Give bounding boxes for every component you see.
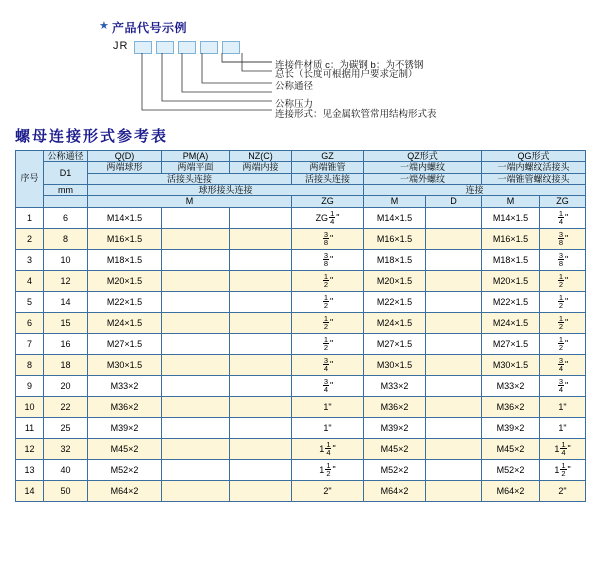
cell-gz: 1 $\frac{1}{2}$ " <box>292 459 364 480</box>
cell-dn: 10 <box>44 249 88 270</box>
cell-qg-zg: 1" <box>540 396 586 417</box>
header-col-qz-code: QZ形式 <box>364 151 482 162</box>
table-row <box>16 417 586 438</box>
header-col-q-type: 两端球形 <box>88 162 162 173</box>
cell-nz <box>230 438 292 459</box>
cell-q: M52×2 <box>88 459 162 480</box>
header-col-q-code: Q(D) <box>88 151 162 162</box>
cell-qg-m: M20×1.5 <box>482 270 540 291</box>
cell-pm <box>162 375 230 396</box>
cell-nz <box>230 312 292 333</box>
cell-qz-m: M45×2 <box>364 438 426 459</box>
cell-gz: 2" <box>292 480 364 501</box>
table-row <box>16 312 586 333</box>
legend-item-length: 总长（长度可根据用户要求定制） <box>275 69 418 80</box>
cell-q: M20×1.5 <box>88 270 162 291</box>
cell-qz-d <box>426 291 482 312</box>
cell-seq: 7 <box>16 333 44 354</box>
cell-pm <box>162 333 230 354</box>
cell-qg-m: M22×1.5 <box>482 291 540 312</box>
header-join-ball: 球形接头连接 <box>88 185 364 196</box>
nut-connection-table <box>15 150 586 502</box>
cell-qz-d <box>426 438 482 459</box>
table-row <box>16 270 586 291</box>
header-col-gz-type: 两端锥管 <box>292 162 364 173</box>
cell-qz-m: M39×2 <box>364 417 426 438</box>
table-row <box>16 480 586 501</box>
cell-gz: $\frac{3}{4}$ " <box>292 375 364 396</box>
cell-qg-m: M16×1.5 <box>482 228 540 249</box>
table-row <box>16 375 586 396</box>
cell-pm <box>162 354 230 375</box>
legend-title: 产品代号示例 <box>112 21 188 35</box>
cell-dn: 20 <box>44 375 88 396</box>
cell-qz-d <box>426 375 482 396</box>
cell-qg-zg: 1 $\frac{1}{2}$ " <box>540 459 586 480</box>
cell-qg-zg: $\frac{3}{8}$ " <box>540 249 586 270</box>
cell-qz-d <box>426 312 482 333</box>
cell-gz: $\frac{3}{8}$ " <box>292 228 364 249</box>
cell-gz: $\frac{1}{2}$ " <box>292 312 364 333</box>
cell-seq: 8 <box>16 354 44 375</box>
cell-q: M14×1.5 <box>88 207 162 228</box>
cell-q: M22×1.5 <box>88 291 162 312</box>
cell-qz-d <box>426 207 482 228</box>
cell-dn: 40 <box>44 459 88 480</box>
cell-dn: 14 <box>44 291 88 312</box>
cell-nz <box>230 291 292 312</box>
cell-pm <box>162 396 230 417</box>
cell-pm <box>162 291 230 312</box>
header-join-activejoint: 活接头连接 <box>88 173 292 184</box>
cell-gz: $\frac{1}{2}$ " <box>292 291 364 312</box>
cell-dn: 25 <box>44 417 88 438</box>
cell-nz <box>230 333 292 354</box>
header-col-qg-code: QG形式 <box>482 151 586 162</box>
cell-dn: 32 <box>44 438 88 459</box>
header-col-pm-code: PM(A) <box>162 151 230 162</box>
cell-pm <box>162 207 230 228</box>
cell-q: M24×1.5 <box>88 312 162 333</box>
legend-prefix: JR <box>113 40 129 52</box>
cell-qg-m: M39×2 <box>482 417 540 438</box>
legend-item-material: 连接件材质 c：为碳钢 b：为不锈钢 <box>275 60 424 71</box>
cell-qz-m: M18×1.5 <box>364 249 426 270</box>
cell-qz-m: M30×1.5 <box>364 354 426 375</box>
cell-qg-zg: $\frac{3}{4}$ " <box>540 375 586 396</box>
cell-qg-m: M52×2 <box>482 459 540 480</box>
header-dn-title: 公称通径 <box>44 151 88 162</box>
header-unit-qg-zg: ZG <box>540 196 586 207</box>
legend-item-connection-form: 连接形式：见金属软管常用结构形式表 <box>275 109 437 120</box>
cell-pm <box>162 417 230 438</box>
legend-item-nominal-pressure: 公称压力 <box>275 99 314 110</box>
product-code-legend <box>0 0 600 122</box>
cell-q: M39×2 <box>88 417 162 438</box>
cell-dn: 18 <box>44 354 88 375</box>
cell-qg-m: M27×1.5 <box>482 333 540 354</box>
table-row <box>16 291 586 312</box>
cell-dn: 6 <box>44 207 88 228</box>
cell-dn: 22 <box>44 396 88 417</box>
cell-pm <box>162 459 230 480</box>
cell-gz: 1" <box>292 417 364 438</box>
table-body <box>16 207 586 501</box>
cell-nz <box>230 270 292 291</box>
cell-qz-d <box>426 270 482 291</box>
cell-qg-m: M30×1.5 <box>482 354 540 375</box>
cell-seq: 6 <box>16 312 44 333</box>
cell-qg-m: M14×1.5 <box>482 207 540 228</box>
cell-qg-m: M18×1.5 <box>482 249 540 270</box>
cell-pm <box>162 480 230 501</box>
cell-q: M27×1.5 <box>88 333 162 354</box>
cell-pm <box>162 228 230 249</box>
cell-dn: 50 <box>44 480 88 501</box>
header-col-pm-type: 两端平面 <box>162 162 230 173</box>
cell-qz-d <box>426 417 482 438</box>
cell-gz: 1" <box>292 396 364 417</box>
cell-q: M45×2 <box>88 438 162 459</box>
cell-qg-zg: $\frac{1}{2}$ " <box>540 333 586 354</box>
header-unit-blank <box>44 196 88 207</box>
cell-dn: 15 <box>44 312 88 333</box>
header-col-qz-type: 一端内螺纹 <box>364 162 482 173</box>
cell-nz <box>230 228 292 249</box>
cell-seq: 12 <box>16 438 44 459</box>
cell-qg-zg: $\frac{3}{8}$ " <box>540 228 586 249</box>
cell-seq: 11 <box>16 417 44 438</box>
header-col-nz-type: 两端内接 <box>230 162 292 173</box>
cell-nz <box>230 480 292 501</box>
cell-seq: 10 <box>16 396 44 417</box>
header-unit-zg: ZG <box>292 196 364 207</box>
header-col-nz-code: NZ(C) <box>230 151 292 162</box>
cell-nz <box>230 375 292 396</box>
table-row <box>16 249 586 270</box>
cell-qz-m: M22×1.5 <box>364 291 426 312</box>
header-col-qg-type: 一端内螺纹活接头 <box>482 162 586 173</box>
cell-pm <box>162 438 230 459</box>
cell-qg-zg: $\frac{1}{2}$ " <box>540 291 586 312</box>
table-row <box>16 396 586 417</box>
header-seq: 序号 <box>16 151 44 208</box>
header-unit-qz-m: M <box>364 196 426 207</box>
cell-q: M18×1.5 <box>88 249 162 270</box>
cell-qz-m: M64×2 <box>364 480 426 501</box>
cell-gz: ZG $\frac{1}{4}$ " <box>292 207 364 228</box>
table-row <box>16 459 586 480</box>
header-col-qz-type2: 一端外螺纹 <box>364 173 482 184</box>
cell-dn: 8 <box>44 228 88 249</box>
cell-qz-m: M52×2 <box>364 459 426 480</box>
cell-qz-m: M24×1.5 <box>364 312 426 333</box>
cell-qz-d <box>426 354 482 375</box>
cell-q: M33×2 <box>88 375 162 396</box>
cell-gz: $\frac{3}{4}$ " <box>292 354 364 375</box>
cell-qg-zg: 2" <box>540 480 586 501</box>
cell-nz <box>230 354 292 375</box>
cell-qg-zg: 1" <box>540 417 586 438</box>
cell-qz-m: M14×1.5 <box>364 207 426 228</box>
cell-q: M36×2 <box>88 396 162 417</box>
cell-qz-d <box>426 459 482 480</box>
cell-seq: 3 <box>16 249 44 270</box>
cell-dn: 16 <box>44 333 88 354</box>
cell-qg-zg: $\frac{1}{2}$ " <box>540 312 586 333</box>
cell-qg-zg: $\frac{1}{2}$ " <box>540 270 586 291</box>
cell-qg-m: M24×1.5 <box>482 312 540 333</box>
cell-seq: 14 <box>16 480 44 501</box>
cell-gz: 1 $\frac{1}{4}$ " <box>292 438 364 459</box>
header-join-gz: 活接头连接 <box>292 173 364 184</box>
cell-qg-zg: $\frac{3}{4}$ " <box>540 354 586 375</box>
table-row <box>16 207 586 228</box>
cell-dn: 12 <box>44 270 88 291</box>
cell-nz <box>230 459 292 480</box>
cell-qz-d <box>426 249 482 270</box>
header-unit-qg-m: M <box>482 196 540 207</box>
cell-qz-d <box>426 333 482 354</box>
table-row <box>16 228 586 249</box>
header-unit-m: M <box>88 196 292 207</box>
header-col-qg-type2: 一端锥管螺纹接头 <box>482 173 586 184</box>
cell-qz-d <box>426 480 482 501</box>
cell-gz: $\frac{1}{2}$ " <box>292 333 364 354</box>
cell-qz-m: M36×2 <box>364 396 426 417</box>
cell-seq: 1 <box>16 207 44 228</box>
cell-seq: 13 <box>16 459 44 480</box>
table-row <box>16 438 586 459</box>
cell-seq: 4 <box>16 270 44 291</box>
cell-pm <box>162 249 230 270</box>
cell-qg-m: M33×2 <box>482 375 540 396</box>
cell-qg-zg: 1 $\frac{1}{4}$ " <box>540 438 586 459</box>
cell-nz <box>230 396 292 417</box>
section-title: 螺母连接形式参考表 <box>15 128 169 145</box>
cell-seq: 9 <box>16 375 44 396</box>
cell-qz-m: M16×1.5 <box>364 228 426 249</box>
cell-seq: 2 <box>16 228 44 249</box>
cell-q: M64×2 <box>88 480 162 501</box>
cell-nz <box>230 249 292 270</box>
cell-qz-m: M20×1.5 <box>364 270 426 291</box>
table-row <box>16 333 586 354</box>
legend-item-nominal-diameter: 公称通径 <box>275 81 314 92</box>
cell-qz-m: M27×1.5 <box>364 333 426 354</box>
cell-gz: $\frac{1}{2}$ " <box>292 270 364 291</box>
cell-pm <box>162 270 230 291</box>
cell-nz <box>230 417 292 438</box>
cell-pm <box>162 312 230 333</box>
cell-qz-d <box>426 228 482 249</box>
star-icon: ★ <box>99 20 109 32</box>
cell-qg-m: M64×2 <box>482 480 540 501</box>
cell-q: M30×1.5 <box>88 354 162 375</box>
cell-qz-m: M33×2 <box>364 375 426 396</box>
header-unit-qz-d: D <box>426 196 482 207</box>
cell-qg-m: M36×2 <box>482 396 540 417</box>
table-row <box>16 354 586 375</box>
cell-q: M16×1.5 <box>88 228 162 249</box>
cell-seq: 5 <box>16 291 44 312</box>
header-join-qg: 连接 <box>364 185 586 196</box>
header-dn-unit: mm <box>44 185 88 196</box>
header-dn-sub: D1 <box>44 162 88 185</box>
cell-qg-zg: $\frac{1}{4}$ " <box>540 207 586 228</box>
cell-qg-m: M45×2 <box>482 438 540 459</box>
cell-gz: $\frac{3}{8}$ " <box>292 249 364 270</box>
cell-qz-d <box>426 396 482 417</box>
cell-nz <box>230 207 292 228</box>
header-col-gz-code: GZ <box>292 151 364 162</box>
